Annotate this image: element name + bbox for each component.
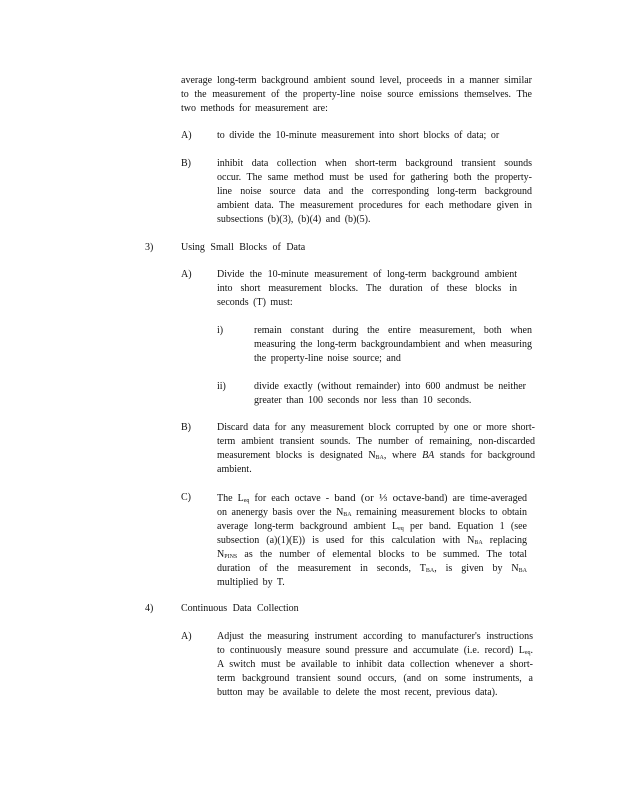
section-4-item-a-label: A) [181, 631, 192, 642]
section-3-item-a-text: Divide the 10-minute measurement of long-term background ambient into short measurement blocks. The duration of these blocks in seconds (T) must: [217, 269, 517, 308]
n-ba-subscript: BA [343, 512, 352, 518]
item-4a-text-part: . A switch must be available to inhibit data collection whenever a short-term background transient sound occurs, (and on some instruments, a button may be available to delete the most recent, previous data). [217, 645, 533, 698]
item-c-text-part: , is given by N [434, 563, 519, 574]
item-c-text-part: replacing N [217, 535, 527, 560]
method-b-text: inhibit data collection when short-term background transient sounds occur. The same method must be used for gathering both the property-line noise source data and the corresponding long-term background ambient data. The measurement procedures for each methodare given in subsections (b)(3), (b)(4) and (b)(5). [217, 158, 532, 225]
section-3-item-b-text [217, 421, 535, 477]
item-c-text-part: for each octave - [254, 493, 330, 504]
item-4a-text-part: Adjust the measuring instrument according to manufacturer's instructions to continuously measure sound pressure and accumulate (i.e. record) L [217, 631, 533, 656]
section-4-title: Continuous Data Collection [181, 603, 299, 614]
section-3-item-a-label: A) [181, 269, 192, 280]
method-b-label: B) [181, 158, 191, 169]
subitem-ii-text: divide exactly (without remainder) into 600 andmust be neither greater than 100 seconds nor less than 10 seconds. [254, 381, 526, 406]
method-a-text: to divide the 10-minute measurement into short blocks of data; or [217, 130, 500, 141]
section-3-item-c-label: C) [181, 492, 191, 503]
n-ba-subscript: BA [474, 540, 483, 546]
item-c-text-part: multiplied by T. [217, 577, 285, 588]
section-3-item-c-text [217, 491, 527, 590]
item-b-text-part: , where [383, 450, 417, 461]
n-ba-subscript: BA [518, 568, 527, 574]
item-b-text-part: Discard data for any measurement block corrupted by one or more short-term ambient transient sounds. The number of remaining, non-discarded measurement blocks is designated N [217, 422, 535, 461]
section-4-item-a-text [217, 630, 533, 700]
leq-subscript: eq [243, 498, 250, 504]
item-c-text-part: -band) are time-averaged on anenergy basis over the N [217, 493, 528, 518]
t-ba-subscript: BA [425, 568, 435, 574]
section-4-number: 4) [145, 603, 154, 614]
subitem-i-text: remain constant during the entire measurement, both when measuring the long-term backgroundambient and when measuring the property-line noise source; and [254, 325, 532, 364]
leq-subscript: eq [524, 650, 531, 656]
item-c-text-part: The L [217, 493, 244, 504]
section-3-title: Using Small Blocks of Data [181, 242, 306, 253]
item-c-text-part: as the number of elemental blocks to be summed. The total duration of the measurement in seconds, T [217, 549, 527, 574]
subitem-i-label: i) [217, 325, 224, 336]
leq-subscript: eq [398, 526, 404, 532]
section-3-item-b-label: B) [181, 422, 191, 433]
subitem-ii-label: ii) [217, 381, 226, 392]
band-text: band (or ⅓ octave [334, 492, 422, 504]
n-ba-subscript: BA [375, 455, 384, 461]
item-c-text-part: remaining measurement blocks to obtain average long-term background ambient L [217, 507, 528, 532]
method-a-label: A) [181, 130, 192, 141]
ba-italic: BA [422, 450, 435, 461]
n-pins-subscript: PINS [224, 554, 238, 560]
intro-paragraph: average long-term background ambient sound level, proceeds in a manner similar to the measurement of the property-line noise source emissions themselves. The two methods for measurement are: [181, 75, 532, 114]
section-3-number: 3) [145, 242, 154, 253]
item-c-text-part: per band. Equation 1 (see subsection (a)(1)(E)) is used for this calculation with N [217, 521, 527, 546]
item-b-text-part: stands for background ambient. [217, 450, 536, 475]
